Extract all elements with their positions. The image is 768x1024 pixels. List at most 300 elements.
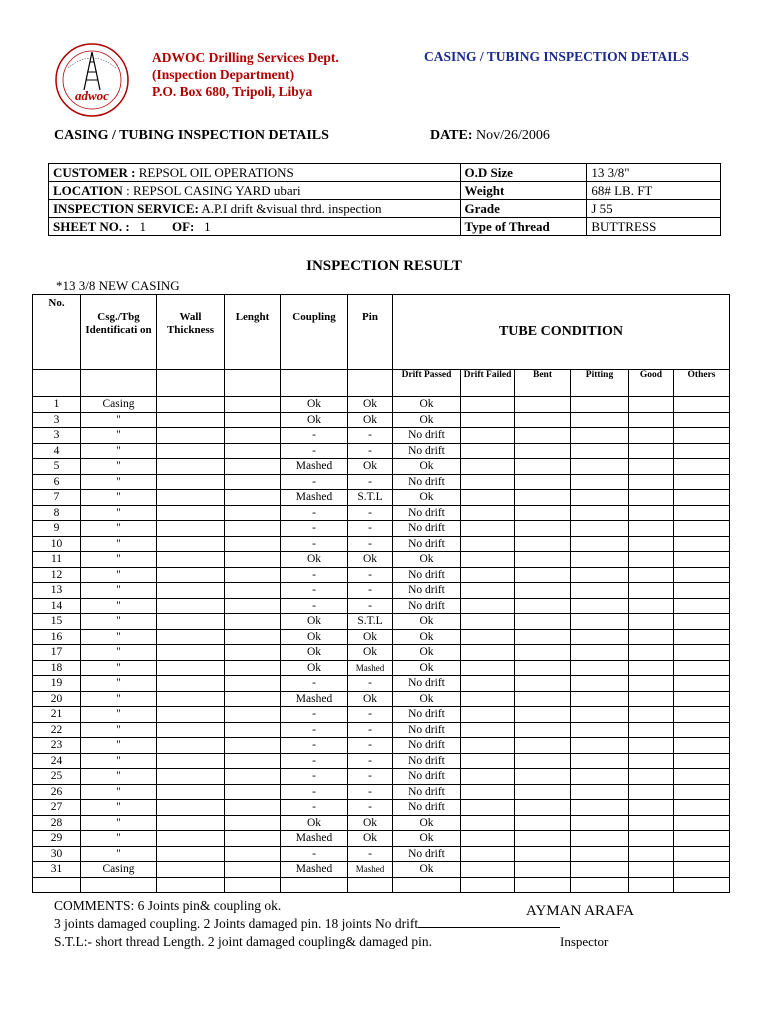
row-drift-passed: Ok [393, 831, 461, 847]
row-pitting [571, 459, 629, 475]
row-wall [157, 629, 225, 645]
row-no: 23 [33, 738, 81, 754]
row-length [225, 753, 281, 769]
row-good [629, 707, 674, 723]
row-wall [157, 707, 225, 723]
row-id: " [81, 676, 157, 692]
row-id: " [81, 598, 157, 614]
row-no: 29 [33, 831, 81, 847]
row-drift-passed: No drift [393, 443, 461, 459]
row-good [629, 505, 674, 521]
table-row [33, 645, 730, 661]
row-id: " [81, 691, 157, 707]
row-pitting [571, 831, 629, 847]
row-no: 17 [33, 645, 81, 661]
table-row [33, 614, 730, 630]
row-others [674, 474, 730, 490]
row-pin: - [348, 583, 393, 599]
row-pitting [571, 660, 629, 676]
row-others [674, 707, 730, 723]
row-others [674, 552, 730, 568]
row-id: " [81, 412, 157, 428]
row-others [674, 676, 730, 692]
row-wall [157, 428, 225, 444]
row-bent [515, 459, 571, 475]
row-id: " [81, 490, 157, 506]
row-pitting [571, 443, 629, 459]
row-id: " [81, 428, 157, 444]
row-drift-passed: No drift [393, 474, 461, 490]
row-others [674, 567, 730, 583]
row-pitting [571, 707, 629, 723]
row-good [629, 474, 674, 490]
table-row [33, 722, 730, 738]
row-length [225, 660, 281, 676]
row-drift-passed: No drift [393, 567, 461, 583]
row-no: 6 [33, 474, 81, 490]
row-pitting [571, 645, 629, 661]
row-bent [515, 846, 571, 862]
col-header-no: No. [33, 295, 81, 370]
table-subheader-row [33, 370, 730, 397]
row-wall [157, 769, 225, 785]
row-coupling: - [281, 753, 348, 769]
row-pin: - [348, 769, 393, 785]
row-coupling: - [281, 846, 348, 862]
row-length [225, 412, 281, 428]
comments-block [54, 897, 560, 951]
row-pin: - [348, 800, 393, 816]
row-drift-passed: Ok [393, 660, 461, 676]
service-label: INSPECTION SERVICE: [53, 201, 199, 216]
table-row [33, 490, 730, 506]
row-pitting [571, 474, 629, 490]
row-id: " [81, 815, 157, 831]
subheader-pitting: Pitting [571, 370, 629, 397]
row-bent [515, 583, 571, 599]
row-drift-failed [461, 846, 515, 862]
od-size-value: 13 3/8" [587, 164, 721, 182]
row-length [225, 397, 281, 413]
row-good [629, 598, 674, 614]
row-drift-passed: No drift [393, 583, 461, 599]
row-id: " [81, 645, 157, 661]
row-id: " [81, 753, 157, 769]
thread-type-value: BUTTRESS [587, 218, 721, 236]
row-bent [515, 753, 571, 769]
row-drift-failed [461, 474, 515, 490]
table-row [33, 428, 730, 444]
col-header-pin: Pin [348, 295, 393, 370]
row-wall [157, 412, 225, 428]
row-length [225, 846, 281, 862]
row-no [33, 877, 81, 893]
row-drift-failed [461, 815, 515, 831]
row-id: " [81, 521, 157, 537]
row-wall [157, 784, 225, 800]
row-pin: Ok [348, 459, 393, 475]
row-pin: - [348, 567, 393, 583]
row-drift-failed [461, 660, 515, 676]
row-pin: Mashed [348, 660, 393, 676]
row-others [674, 614, 730, 630]
row-pitting [571, 428, 629, 444]
service-value: A.P.I drift &visual thrd. inspection [201, 201, 382, 216]
row-drift-passed: No drift [393, 505, 461, 521]
row-wall [157, 459, 225, 475]
row-bent [515, 831, 571, 847]
row-drift-failed [461, 722, 515, 738]
row-others [674, 443, 730, 459]
company-address-line: P.O. Box 680, Tripoli, Libya [152, 84, 313, 99]
row-wall [157, 722, 225, 738]
row-good [629, 846, 674, 862]
row-drift-failed [461, 505, 515, 521]
table-row [33, 815, 730, 831]
subheader-bent: Bent [515, 370, 571, 397]
row-length [225, 800, 281, 816]
row-others [674, 428, 730, 444]
row-no: 12 [33, 567, 81, 583]
row-pitting [571, 722, 629, 738]
row-good [629, 629, 674, 645]
table-row [33, 769, 730, 785]
row-drift-failed [461, 707, 515, 723]
row-wall [157, 614, 225, 630]
table-row [33, 862, 730, 878]
table-row [33, 676, 730, 692]
row-length [225, 428, 281, 444]
row-length [225, 552, 281, 568]
row-length [225, 707, 281, 723]
weight-value: 68# LB. FT [587, 182, 721, 200]
table-row [33, 567, 730, 583]
row-no: 21 [33, 707, 81, 723]
row-pin: - [348, 753, 393, 769]
row-bent [515, 645, 571, 661]
inspection-table [32, 294, 730, 893]
row-length [225, 443, 281, 459]
row-drift-passed: Ok [393, 490, 461, 506]
row-pitting [571, 862, 629, 878]
row-pitting [571, 815, 629, 831]
row-pin: Ok [348, 691, 393, 707]
grade-label: Grade [464, 201, 500, 216]
row-no: 3 [33, 428, 81, 444]
row-others [674, 877, 730, 893]
row-wall [157, 877, 225, 893]
row-drift-passed: No drift [393, 428, 461, 444]
row-coupling: - [281, 800, 348, 816]
row-pin: - [348, 738, 393, 754]
row-others [674, 660, 730, 676]
table-row [33, 598, 730, 614]
weight-label: Weight [464, 183, 505, 198]
row-length [225, 815, 281, 831]
row-wall [157, 552, 225, 568]
row-length [225, 490, 281, 506]
row-length [225, 862, 281, 878]
row-length [225, 769, 281, 785]
row-coupling: Ok [281, 660, 348, 676]
row-length [225, 645, 281, 661]
row-coupling [281, 877, 348, 893]
row-drift-failed [461, 428, 515, 444]
row-length [225, 722, 281, 738]
row-length [225, 738, 281, 754]
location-value: : REPSOL CASING YARD ubari [122, 183, 301, 198]
document-title: CASING / TUBING INSPECTION DETAILS [54, 128, 329, 143]
row-coupling: Ok [281, 397, 348, 413]
row-good [629, 722, 674, 738]
row-id: " [81, 536, 157, 552]
inspection-result-title: INSPECTION RESULT [306, 258, 462, 274]
row-pitting [571, 521, 629, 537]
row-good [629, 552, 674, 568]
row-bent [515, 552, 571, 568]
row-drift-failed [461, 412, 515, 428]
row-coupling: - [281, 769, 348, 785]
row-drift-failed [461, 753, 515, 769]
row-others [674, 645, 730, 661]
row-coupling: - [281, 676, 348, 692]
row-drift-failed [461, 443, 515, 459]
row-others [674, 459, 730, 475]
row-pitting [571, 784, 629, 800]
row-good [629, 567, 674, 583]
row-no: 15 [33, 614, 81, 630]
row-id: " [81, 800, 157, 816]
row-drift-failed [461, 567, 515, 583]
row-coupling: - [281, 428, 348, 444]
table-row [33, 784, 730, 800]
table-row [33, 552, 730, 568]
row-bent [515, 629, 571, 645]
row-drift-failed [461, 691, 515, 707]
row-id: " [81, 769, 157, 785]
table-row [33, 459, 730, 475]
row-no: 9 [33, 521, 81, 537]
row-id: " [81, 567, 157, 583]
row-bent [515, 722, 571, 738]
row-pin: S.T.L [348, 614, 393, 630]
row-good [629, 583, 674, 599]
row-drift-passed: Ok [393, 614, 461, 630]
row-wall [157, 645, 225, 661]
row-drift-passed: No drift [393, 738, 461, 754]
row-wall [157, 676, 225, 692]
row-drift-passed: Ok [393, 645, 461, 661]
row-pin: - [348, 707, 393, 723]
row-drift-passed: Ok [393, 459, 461, 475]
row-pitting [571, 412, 629, 428]
subheader-good: Good [629, 370, 674, 397]
row-coupling: Mashed [281, 862, 348, 878]
row-wall [157, 490, 225, 506]
row-drift-passed: No drift [393, 521, 461, 537]
row-others [674, 738, 730, 754]
row-pin: - [348, 428, 393, 444]
row-good [629, 753, 674, 769]
row-no: 18 [33, 660, 81, 676]
customer-value: REPSOL OIL OPERATIONS [138, 165, 294, 180]
row-no: 11 [33, 552, 81, 568]
row-pin: Ok [348, 815, 393, 831]
company-address [152, 49, 339, 100]
row-drift-passed: Ok [393, 862, 461, 878]
row-others [674, 831, 730, 847]
row-drift-failed [461, 614, 515, 630]
row-pitting [571, 567, 629, 583]
row-coupling: Ok [281, 629, 348, 645]
row-good [629, 769, 674, 785]
row-drift-passed [393, 877, 461, 893]
table-row [33, 505, 730, 521]
row-others [674, 397, 730, 413]
row-pitting [571, 877, 629, 893]
row-good [629, 877, 674, 893]
row-no: 7 [33, 490, 81, 506]
row-wall [157, 474, 225, 490]
grade-value: J 55 [587, 200, 721, 218]
row-coupling: - [281, 738, 348, 754]
row-drift-passed: Ok [393, 629, 461, 645]
row-bent [515, 877, 571, 893]
row-bent [515, 443, 571, 459]
row-wall [157, 800, 225, 816]
row-drift-failed [461, 521, 515, 537]
row-others [674, 505, 730, 521]
row-coupling: Mashed [281, 831, 348, 847]
inspector-role: Inspector [560, 934, 609, 949]
row-id: " [81, 443, 157, 459]
row-pitting [571, 753, 629, 769]
info-row-location [49, 182, 721, 200]
row-others [674, 583, 730, 599]
of-label: OF: [171, 219, 195, 234]
row-good [629, 831, 674, 847]
row-pitting [571, 846, 629, 862]
sheet-value: 1 [139, 219, 146, 234]
row-pitting [571, 583, 629, 599]
row-pin: Ok [348, 412, 393, 428]
logo-wordmark: adwoc [75, 88, 109, 103]
row-id: " [81, 738, 157, 754]
col-header-wall: Wall Thickness [157, 295, 225, 370]
row-no: 20 [33, 691, 81, 707]
row-coupling: - [281, 567, 348, 583]
row-pin: - [348, 784, 393, 800]
table-row [33, 877, 730, 893]
row-wall [157, 536, 225, 552]
row-good [629, 428, 674, 444]
row-drift-passed: Ok [393, 412, 461, 428]
row-pitting [571, 490, 629, 506]
table-header-row [33, 295, 730, 370]
row-id: Casing [81, 862, 157, 878]
row-good [629, 459, 674, 475]
table-row [33, 629, 730, 645]
table-row [33, 738, 730, 754]
row-length [225, 614, 281, 630]
row-pitting [571, 629, 629, 645]
row-no: 26 [33, 784, 81, 800]
row-no: 27 [33, 800, 81, 816]
row-length [225, 784, 281, 800]
inspector-name: AYMAN ARAFA [526, 903, 634, 919]
row-others [674, 815, 730, 831]
row-drift-passed: No drift [393, 846, 461, 862]
row-good [629, 521, 674, 537]
row-no: 4 [33, 443, 81, 459]
row-drift-failed [461, 784, 515, 800]
row-coupling: - [281, 784, 348, 800]
row-coupling: - [281, 474, 348, 490]
row-id: " [81, 583, 157, 599]
row-wall [157, 505, 225, 521]
row-length [225, 521, 281, 537]
row-good [629, 815, 674, 831]
row-others [674, 722, 730, 738]
col-header-tube-condition: TUBE CONDITION [393, 295, 730, 370]
row-drift-passed: No drift [393, 800, 461, 816]
row-bent [515, 412, 571, 428]
row-bent [515, 707, 571, 723]
row-length [225, 691, 281, 707]
row-length [225, 629, 281, 645]
row-pin: - [348, 722, 393, 738]
row-drift-failed [461, 800, 515, 816]
row-length [225, 598, 281, 614]
row-bent [515, 567, 571, 583]
row-no: 19 [33, 676, 81, 692]
row-coupling: Mashed [281, 459, 348, 475]
row-coupling: Mashed [281, 691, 348, 707]
row-others [674, 862, 730, 878]
row-pin: S.T.L [348, 490, 393, 506]
row-pin: Ok [348, 645, 393, 661]
row-bent [515, 490, 571, 506]
row-length [225, 676, 281, 692]
row-drift-failed [461, 645, 515, 661]
row-length [225, 831, 281, 847]
row-bent [515, 784, 571, 800]
row-good [629, 397, 674, 413]
row-id: " [81, 846, 157, 862]
row-coupling: Ok [281, 815, 348, 831]
row-id [81, 877, 157, 893]
row-wall [157, 397, 225, 413]
row-drift-failed [461, 831, 515, 847]
row-others [674, 598, 730, 614]
date-value: Nov/26/2006 [476, 128, 550, 143]
row-drift-failed [461, 676, 515, 692]
row-pitting [571, 769, 629, 785]
row-drift-failed [461, 397, 515, 413]
row-coupling: - [281, 722, 348, 738]
row-length [225, 536, 281, 552]
row-pitting [571, 552, 629, 568]
row-good [629, 645, 674, 661]
table-row [33, 521, 730, 537]
inspection-rows [33, 397, 730, 893]
row-good [629, 412, 674, 428]
row-drift-failed [461, 583, 515, 599]
row-good [629, 490, 674, 506]
row-pin: - [348, 521, 393, 537]
row-drift-failed [461, 877, 515, 893]
row-id: " [81, 552, 157, 568]
